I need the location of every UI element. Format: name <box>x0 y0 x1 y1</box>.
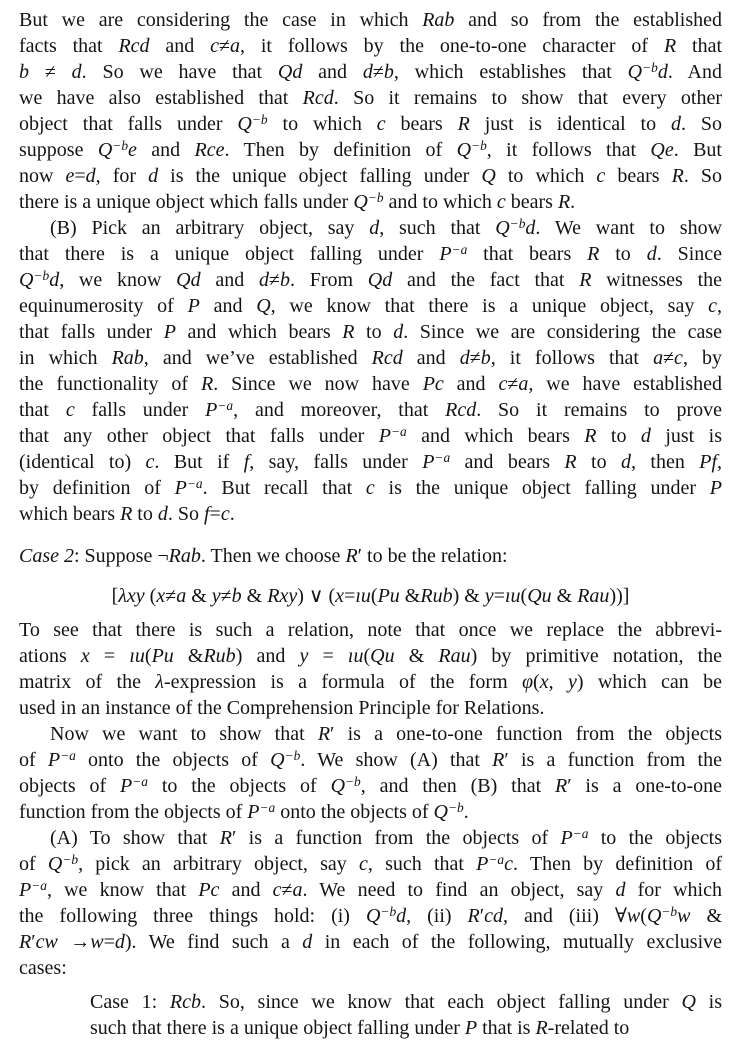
text-line: facts that Rcd and c≠a, it follows by the one-to-one character of R that <box>19 35 722 57</box>
text-line: now e=d, for d is the unique object falling under Q to which c bears R. So <box>19 165 722 187</box>
text-line: suppose $Q^{-b}e$ and Rce. Then by definition of $Q^{-b}$, it follows that Qe. But <box>19 138 722 161</box>
text-line: Now we want to show that R′ is a one-to-one function from the objects <box>50 723 722 745</box>
text-line: (B) Pick an arbitrary object, say d, such that $Q^{-b}d$. We want to show <box>50 216 723 239</box>
text-line: ations x = ıu(Pu &Rub) and y = ıu(Qu & Rau) by primitive notation, the <box>19 645 723 667</box>
paragraph-to-see <box>19 617 722 721</box>
text-line: $Q^{-b}d$, we know Qd and d≠b. From Qd and the fact that R witnesses the <box>19 268 723 291</box>
paragraph-continuation <box>19 7 722 215</box>
text-line: that c falls under $P^{-a}$, and moreover, that Rcd. So it remains to prove <box>19 398 723 421</box>
text-line: used in an instance of the Comprehension Principle for Relations. <box>19 697 545 719</box>
text-line: there is a unique object which falls under $Q^{-b}$ and to which c bears R. <box>19 190 576 213</box>
paragraph-now-we-want <box>19 721 722 825</box>
text-line: in which Rab, and we’ve established Rcd and d≠b, it follows that a≠c, by <box>19 347 722 369</box>
text-line: $P^{-a}$, we know that Pc and c≠a. We need to find an object, say d for which <box>19 878 722 901</box>
text-line: b ≠ d. So we have that Qd and d≠b, which establishes that $Q^{-b}d$. And <box>19 60 723 83</box>
display-formula <box>19 581 722 611</box>
page-body <box>19 7 722 1041</box>
formula-line: [λxy (x≠a & y≠b & Rxy) ∨ (x=ıu(Pu &Rub) & y=ıu(Qu & Rau))] <box>111 585 630 607</box>
text-line: the following three things hold: (i) $Q^{-b}d$, (ii) R′cd, and (iii) $\forall w(Q^{-b}w$ & <box>19 904 723 927</box>
text-line: of $P^{-a}$ onto the objects of $Q^{-b}$. We show (A) that R′ is a function from the <box>19 748 722 771</box>
text-line: function from the objects of $P^{-a}$ onto the objects of $Q^{-b}$. <box>19 800 469 823</box>
text-line: objects of $P^{-a}$ to the objects of $Q^{-b}$, and then (B) that R′ is a one-to-one <box>19 774 722 797</box>
text-line: R′cw →w=d). We find such a d in each of the following, mutually exclusive <box>19 931 722 953</box>
text-line: Case 1: Rcb. So, since we know that each object falling under Q is <box>90 991 723 1013</box>
text-line: object that falls under $Q^{-b}$ to which c bears R just is identical to d. So <box>19 112 723 135</box>
text-line: by definition of $P^{-a}$. But recall that c is the unique object falling under P <box>19 476 722 499</box>
text-line: such that there is a unique object falling under P that is R-related to <box>90 1017 630 1039</box>
text-line: Case 2: Suppose ¬Rab. Then we choose R′ to be the relation: <box>19 545 508 567</box>
text-line: But we are considering the case in which Rab and so from the established <box>19 9 722 31</box>
case-1-quote <box>90 989 722 1041</box>
paragraph-part-A <box>19 825 722 981</box>
case-2-heading <box>19 543 722 569</box>
text-line: (identical to) c. But if f, say, falls under $P^{-a}$ and bears R to d, then Pf, <box>19 450 723 473</box>
text-line: matrix of the λ-expression is a formula of the form φ(x, y) which can be <box>19 671 722 693</box>
text-line: that any other object that falls under $P^{-a}$ and which bears R to d just is <box>19 424 722 447</box>
text-line: (A) To show that R′ is a function from the objects of $P^{-a}$ to the objects <box>50 826 723 849</box>
text-line: of $Q^{-b}$, pick an arbitrary object, say c, such that $P^{-a}c$. Then by definition of <box>19 852 723 875</box>
paragraph-part-B <box>19 215 722 527</box>
text-line: that falls under P and which bears R to d. Since we are considering the case <box>19 321 723 343</box>
text-line: that there is a unique object falling under $P^{-a}$ that bears R to d. Since <box>19 242 723 265</box>
text-line: we have also established that Rcd. So it remains to show that every other <box>19 87 723 109</box>
text-line: equinumerosity of P and Q, we know that there is a unique object, say c, <box>19 295 722 317</box>
text-line: which bears R to d. So f=c. <box>19 503 235 525</box>
text-line: the functionality of R. Since we now have Pc and c≠a, we have established <box>19 373 722 395</box>
text-line: cases: <box>19 957 67 979</box>
text-line: To see that there is such a relation, note that once we replace the abbrevi- <box>19 619 722 641</box>
